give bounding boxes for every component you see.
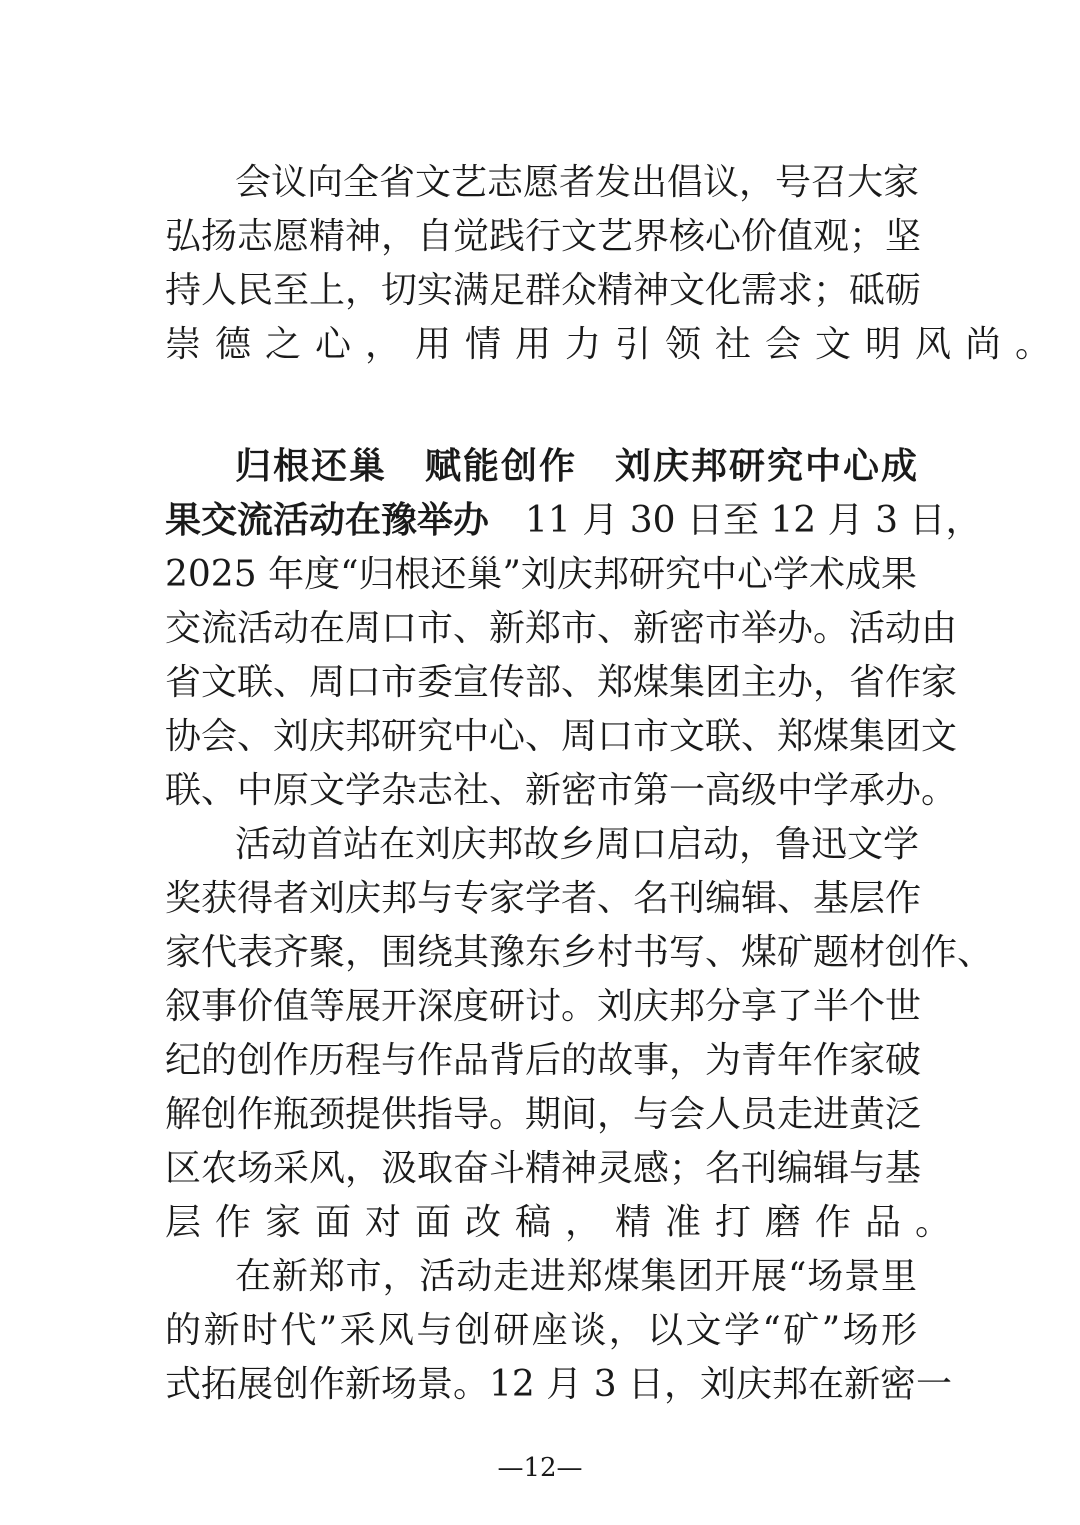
paragraph-2-line-3: 省文联、周口市委宣传部、郑煤集团主办，省作家 [165, 662, 958, 703]
section-heading-line-2 [165, 494, 982, 548]
paragraph-1-line-1: 会议向全省文艺志愿者发出倡议，号召大家 [235, 162, 920, 203]
paragraph-2-line-5: 联、中原文学杂志社、新密市第一高级中学承办。 [165, 770, 958, 811]
date-range-text: 11 月 30 日至 12 月 3 日， [489, 500, 982, 541]
paragraph-4-line-3: 式拓展创作新场景。12 月 3 日，刘庆邦在新密一 [165, 1364, 953, 1405]
paragraph-3-line-3: 家代表齐聚，围绕其豫东乡村书写、煤矿题材创作、 [165, 932, 994, 973]
paragraph-3-line-6: 解创作瓶颈提供指导。期间，与会人员走进黄泛 [165, 1094, 922, 1135]
section-heading-title-end: 果交流活动在豫举办 [165, 500, 490, 541]
paragraph-4-line-2: 的新时代”采风与创研座谈，以文学“矿”场形 [165, 1310, 917, 1351]
paragraph-3-line-8: 层作家面对面改稿，精准打磨作品。 [165, 1202, 966, 1243]
paragraph-3-line-4: 叙事价值等展开深度研讨。刘庆邦分享了半个世 [165, 986, 922, 1027]
paragraph-3-line-1: 活动首站在刘庆邦故乡周口启动，鲁迅文学 [235, 824, 920, 865]
paragraph-1-line-4: 崇德之心，用情用力引领社会文明风尚。 [165, 324, 1066, 365]
paragraph-3-line-2: 奖获得者刘庆邦与专家学者、名刊编辑、基层作 [165, 878, 922, 919]
paragraph-3-line-7: 区农场采风，汲取奋斗精神灵感；名刊编辑与基 [165, 1148, 922, 1189]
section-heading-line-1: 归根还巢 赋能创作 刘庆邦研究中心成 [235, 446, 917, 487]
paragraph-4-line-1: 在新郑市，活动走进郑煤集团开展“场景里 [235, 1256, 917, 1297]
paragraph-2-line-2: 交流活动在周口市、新郑市、新密市举办。活动由 [165, 608, 958, 649]
paragraph-3-line-5: 纪的创作历程与作品背后的故事，为青年作家破 [165, 1040, 922, 1081]
page-number: —12— [497, 1453, 583, 1483]
paragraph-1-line-2: 弘扬志愿精神，自觉践行文艺界核心价值观；坚 [165, 216, 922, 257]
paragraph-1-line-3: 持人民至上，切实满足群众精神文化需求；砥砺 [165, 270, 922, 311]
paragraph-2-line-1: 2025 年度“归根还巢”刘庆邦研究中心学术成果 [165, 554, 917, 595]
paragraph-2-line-4: 协会、刘庆邦研究中心、周口市文联、郑煤集团文 [165, 716, 958, 757]
